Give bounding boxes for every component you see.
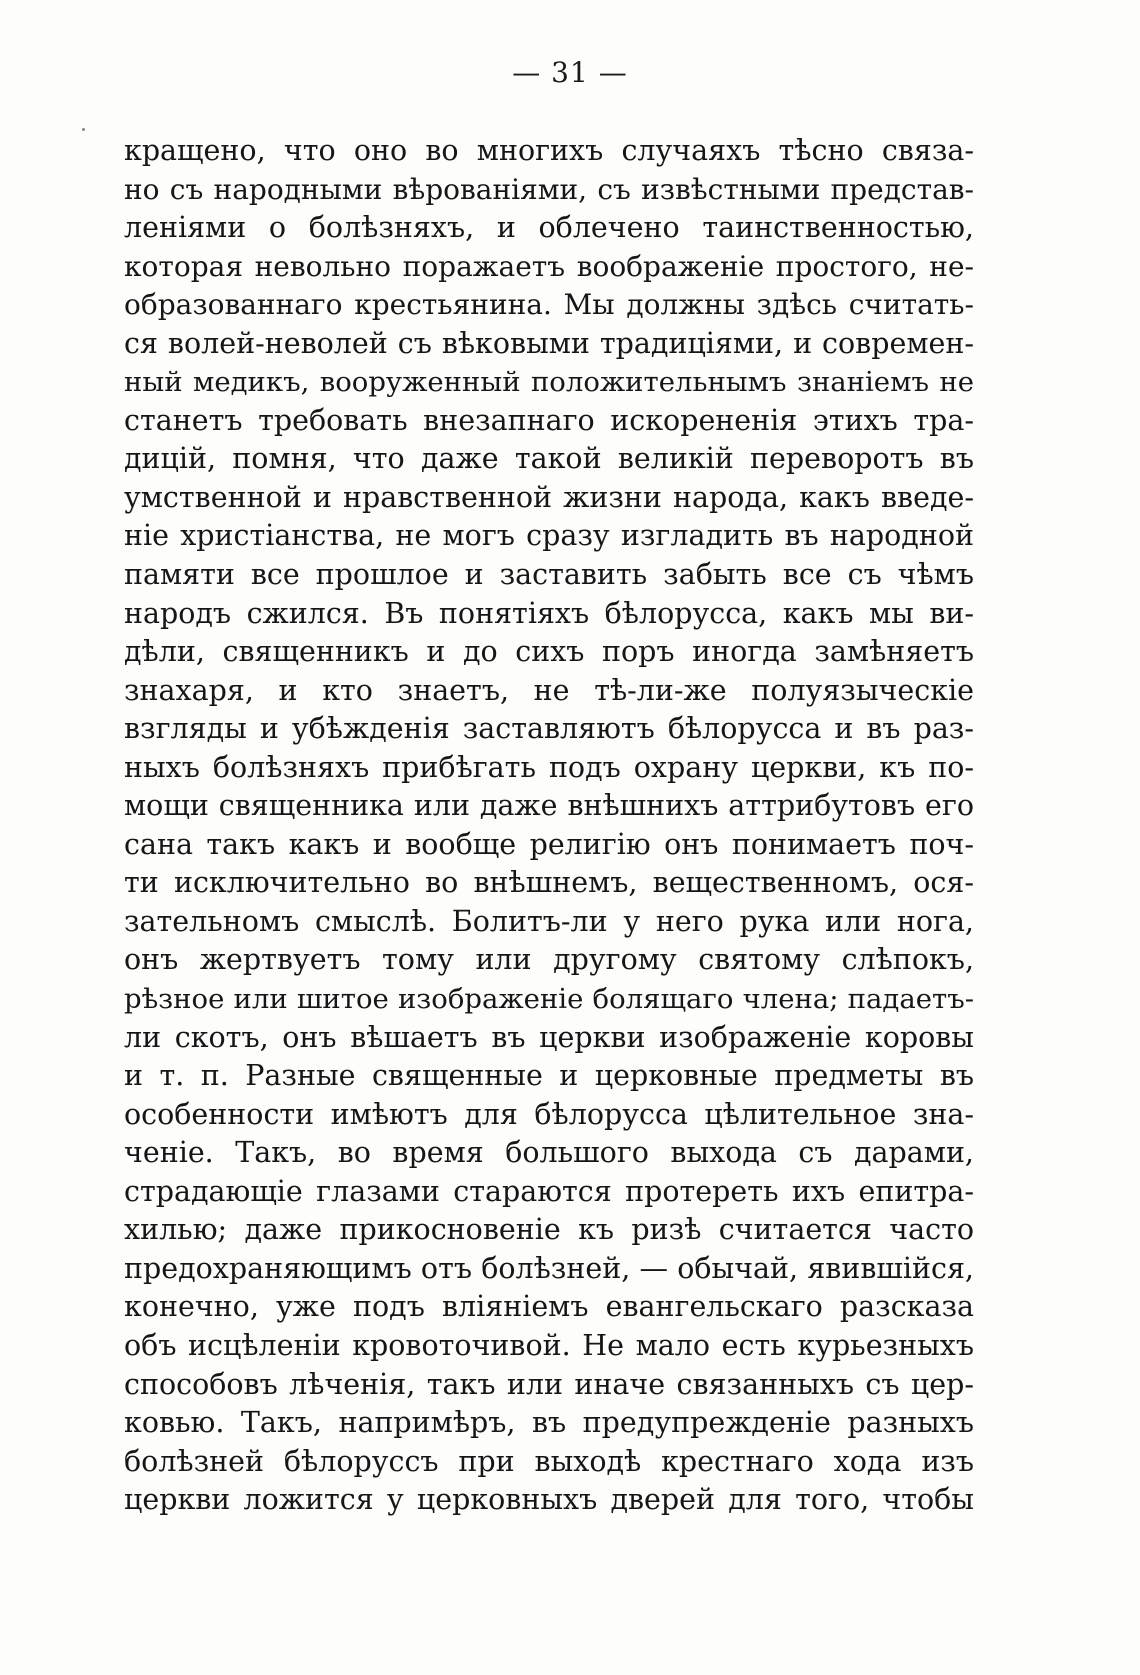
text-line: ковью. Такъ, напримѣръ, въ предупрежденіе разныхъ	[124, 1406, 974, 1440]
text-line: сана такъ какъ и вообще религію онъ понимаетъ поч-	[124, 827, 974, 861]
text-line: страдающіе глазами стараются протереть ихъ епитра-	[124, 1174, 974, 1208]
text-line: кращено, что оно во многихъ случаяхъ тѣсно связа-	[124, 134, 974, 167]
margin-speck	[82, 128, 85, 131]
text-line: ніе христіанства, не могъ сразу изгладить въ народной	[124, 519, 974, 553]
text-line: станетъ требовать внезапнаго искорененія этихъ тра-	[124, 403, 974, 437]
text-line: ли скотъ, онъ вѣшаетъ въ церкви изображеніе коровы	[124, 1020, 974, 1054]
text-line: памяти все прошлое и заставить забыть все съ чѣмъ	[124, 558, 974, 592]
text-line: особенности имѣютъ для бѣлорусса цѣлительное зна-	[124, 1097, 974, 1131]
text-line: ти исключительно во внѣшнемъ, вещественномъ, ося-	[124, 866, 974, 900]
text-line: но съ народными вѣрованіями, съ извѣстными представ-	[124, 172, 974, 206]
text-line: мощи священника или даже внѣшнихъ аттрибутовъ его	[124, 789, 974, 823]
text-line: леніями о болѣзняхъ, и облечено таинственностью,	[124, 211, 974, 245]
text-line: умственной и нравственной жизни народа, какъ введе-	[124, 480, 974, 514]
text-line: болѣзней бѣлоруссъ при выходѣ крестнаго хода изъ	[124, 1444, 974, 1478]
text-line: которая невольно поражаетъ воображеніе простого, не-	[124, 249, 974, 283]
text-line: народъ сжился. Въ понятіяхъ бѣлорусса, какъ мы ви-	[124, 596, 974, 630]
text-line: дицій, помня, что даже такой великій переворотъ въ	[124, 442, 974, 476]
text-line: ся волей-неволей съ вѣковыми традиціями, и современ-	[124, 326, 974, 360]
text-line: образованнаго крестьянина. Мы должны здѣсь считать-	[124, 288, 974, 322]
text-line: предохраняющимъ отъ болѣзней, — обычай, явившійся,	[124, 1251, 974, 1285]
page-number: — 31 —	[512, 56, 628, 89]
text-line: церкви ложится у церковныхъ дверей для того, чтобы	[124, 1483, 974, 1517]
text-line: ный медикъ, вооруженный положительнымъ знаніемъ не	[124, 366, 974, 399]
text-line: зательномъ смыслѣ. Болитъ-ли у него рука или нога,	[124, 904, 974, 938]
text-line: знахаря, и кто знаетъ, не тѣ-ли-же полуязыческіе	[124, 673, 974, 707]
text-line: ныхъ болѣзняхъ прибѣгать подъ охрану церкви, къ по-	[124, 750, 974, 784]
text-line: и т. п. Разные священные и церковные предметы въ	[124, 1059, 974, 1093]
text-line: рѣзное или шитое изображеніе болящаго члена; падаетъ-	[124, 983, 974, 1016]
text-line: объ исцѣленіи кровоточивой. Не мало есть курьезныхъ	[124, 1328, 974, 1362]
text-line: онъ жертвуетъ тому или другому святому слѣпокъ,	[124, 943, 974, 977]
body-text	[124, 132, 974, 1520]
text-line: взгляды и убѣжденія заставляютъ бѣлорусса и въ раз-	[124, 712, 974, 746]
text-line: способовъ лѣченія, такъ или иначе связанныхъ съ цер-	[124, 1367, 974, 1401]
text-line: хилью; даже прикосновеніе къ ризѣ считается часто	[124, 1213, 974, 1247]
text-line: ченіе. Такъ, во время большого выхода съ дарами,	[124, 1136, 974, 1170]
text-line: дѣли, священникъ и до сихъ поръ иногда замѣняетъ	[124, 635, 974, 669]
text-line: конечно, уже подъ вліяніемъ евангельскаго разсказа	[124, 1290, 974, 1324]
